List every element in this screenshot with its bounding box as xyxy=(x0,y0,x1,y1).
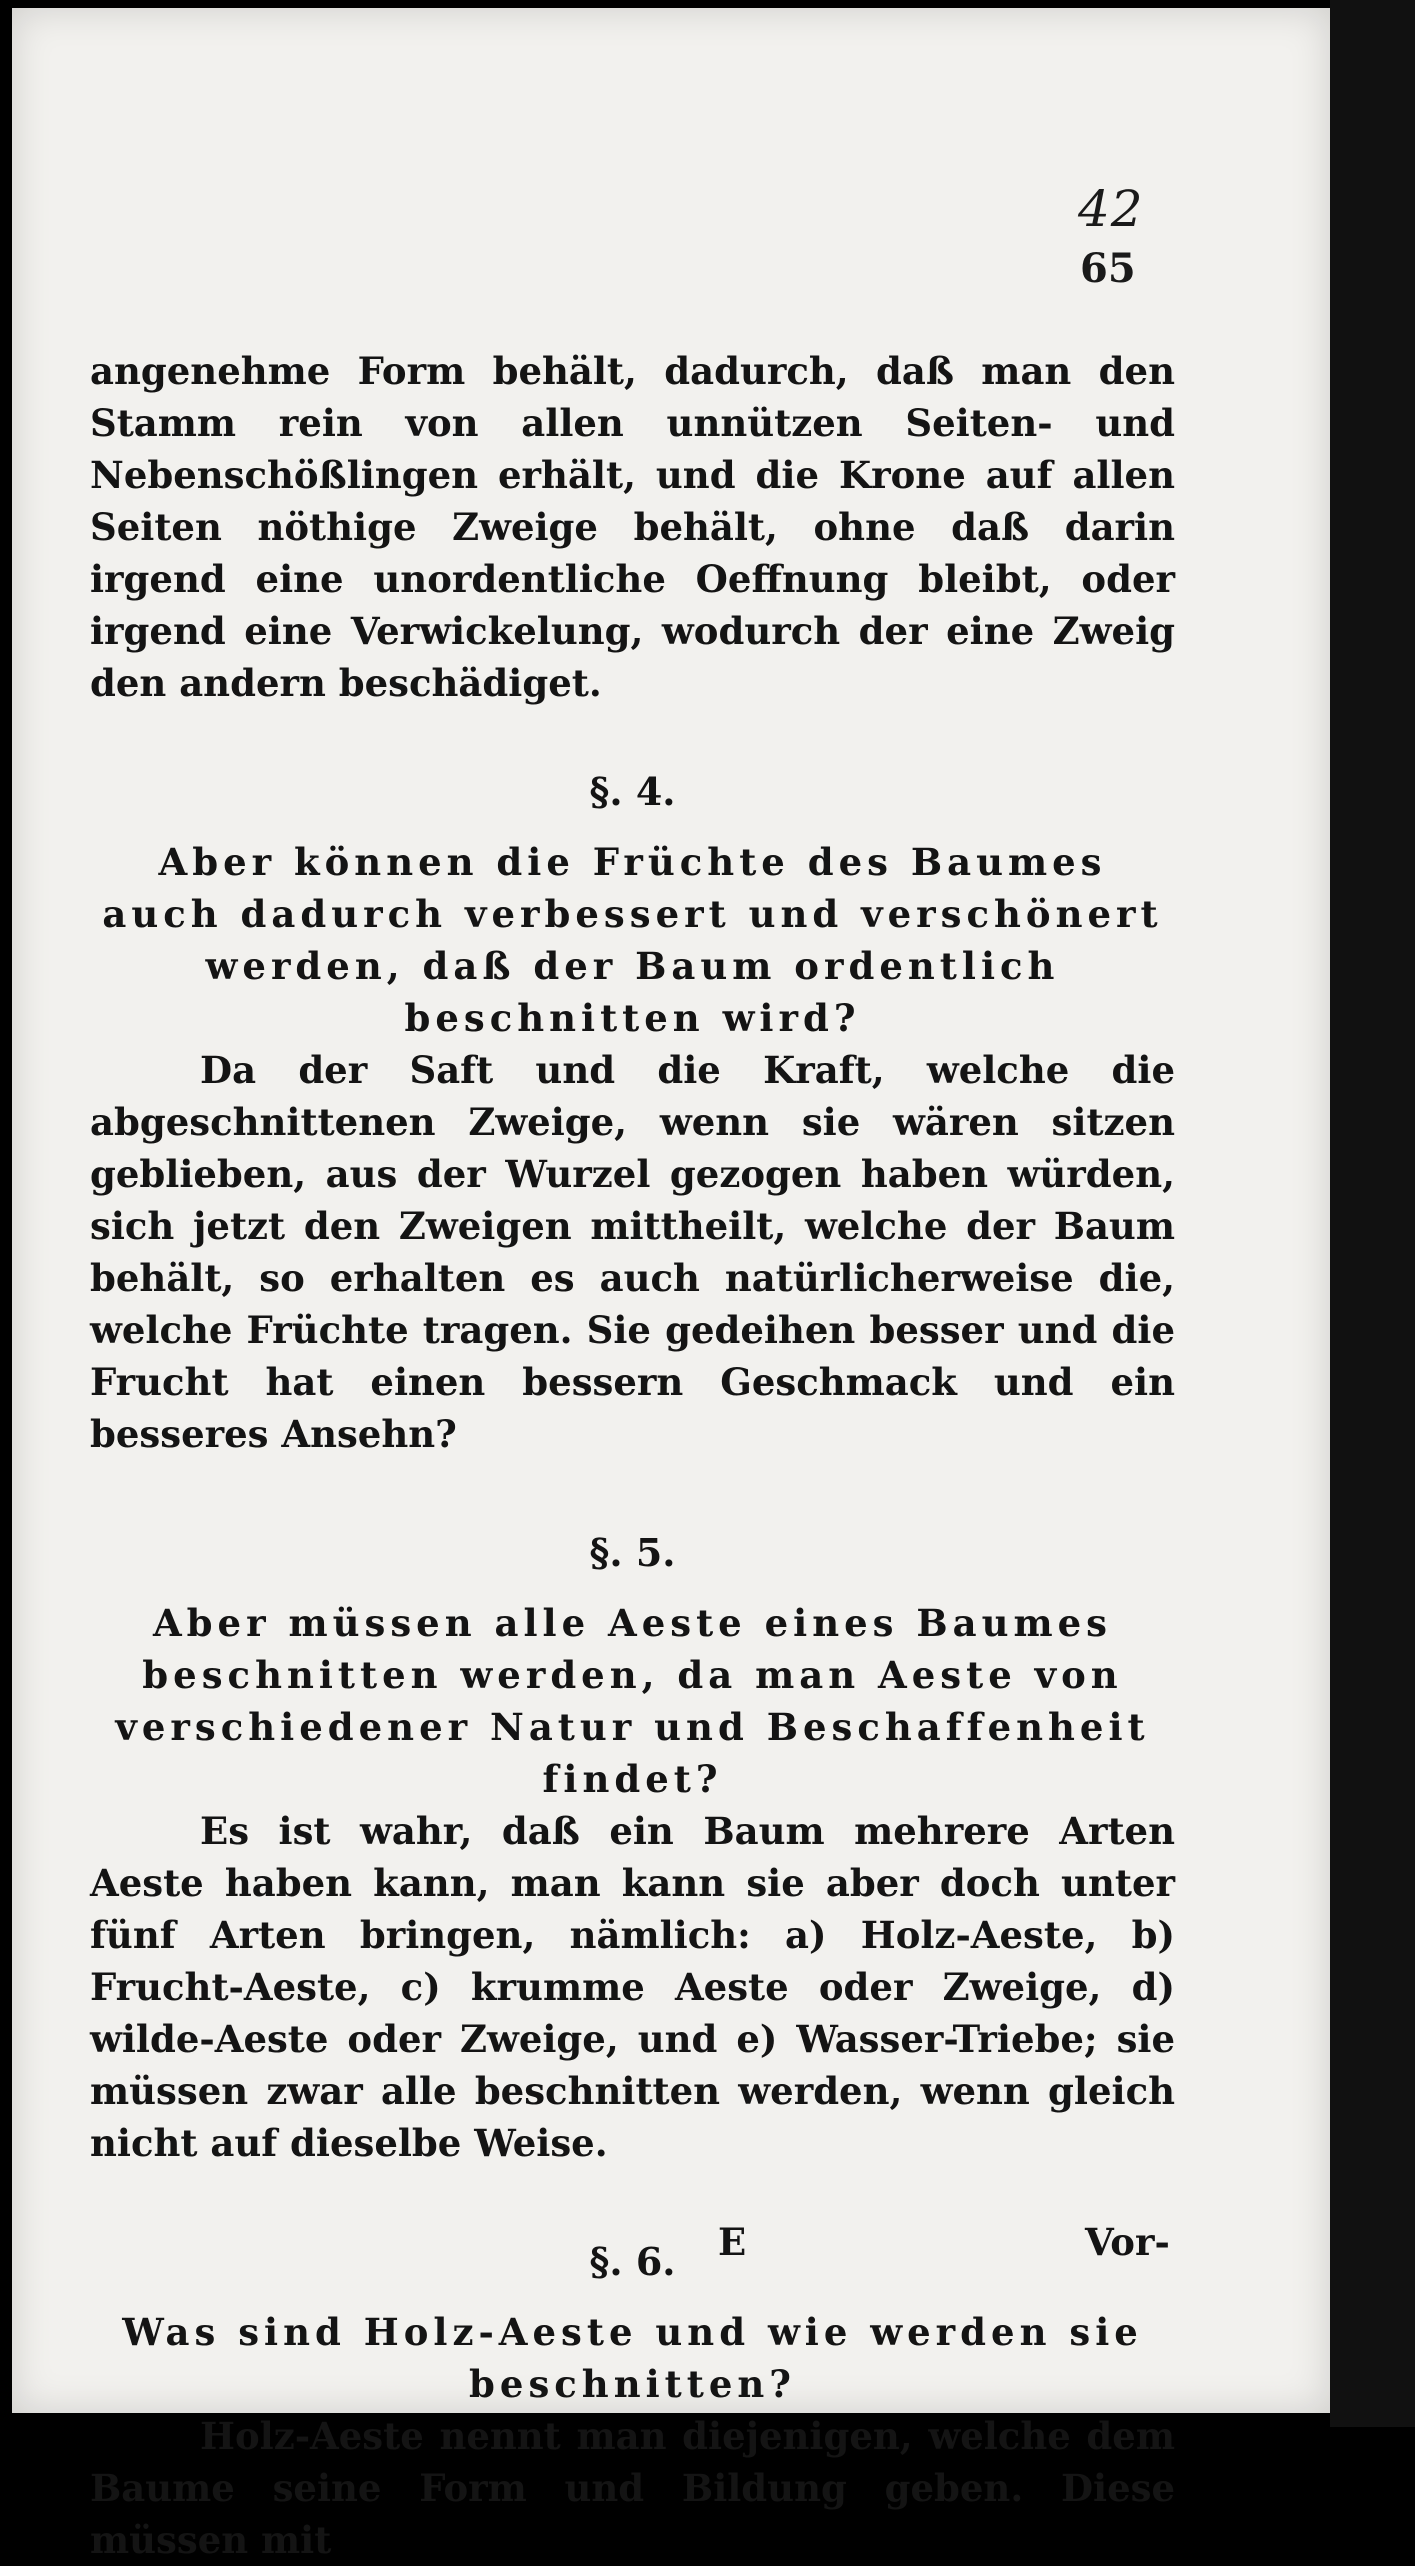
paragraph-continuation: angenehme Form behält, dadurch, daß man den Stamm rein von allen unnützen Seiten- und Nebenschößlingen erhält, und die Krone auf allen Seiten nöthige Zweige behält, ohne daß darin irgend eine unordentliche Oeffnung bleibt, oder irgend eine Verwickelung, wodurch der eine Zweig den andern beschädiget. xyxy=(90,349,1175,705)
catchword: Vor- xyxy=(1085,2220,1170,2264)
section-6-heading: §. 6. xyxy=(589,2239,676,2284)
section-4-answer: Da der Saft und die Kraft, welche die abgeschnittenen Zweige, wenn sie wären sitzen geblieben, aus der Wurzel gezogen haben würden, sich jetzt den Zweigen mittheilt, welche der Baum behält, so erhalten es auch natürlicherweise die, welche Früchte tragen. Sie gedeihen besser und die Frucht hat einen bessern Geschmack und ein besseres Ansehn? xyxy=(90,1048,1175,1456)
scan-border xyxy=(1330,0,1415,2427)
section-5-heading: §. 5. xyxy=(589,1530,676,1575)
page-number-printed: 65 xyxy=(1080,245,1136,292)
section-6-answer: Holz-Aeste nennt man diejenigen, welche dem Baume seine Form und Bildung geben. Diese müssen mit xyxy=(90,2414,1175,2562)
page-content xyxy=(90,345,1175,2566)
signature-mark: E xyxy=(718,2220,747,2264)
section-6-question: Was sind Holz-Aeste und wie werden sie beschnitten? xyxy=(122,2310,1143,2406)
section-4-question: Aber können die Früchte des Baumes auch dadurch verbessert und verschönert werden, daß der Baum ordentlich beschnitten wird? xyxy=(102,840,1163,1040)
section-5-question: Aber müssen alle Aeste eines Baumes beschnitten werden, da man Aeste von verschiedener Natur und Beschaffenheit findet? xyxy=(115,1601,1150,1801)
section-5-answer: Es ist wahr, daß ein Baum mehrere Arten Aeste haben kann, man kann sie aber doch unter fünf Arten bringen, nämlich: a) Holz-Aeste, b) Frucht-Aeste, c) krumme Aeste oder Zweige, d) wilde-Aeste oder Zweige, und e) Wasser-Triebe; sie müssen zwar alle beschnitten werden, wenn gleich nicht auf dieselbe Weise. xyxy=(90,1809,1175,2165)
section-4-heading: §. 4. xyxy=(589,769,676,814)
page-number-handwritten: 42 xyxy=(1078,180,1144,238)
